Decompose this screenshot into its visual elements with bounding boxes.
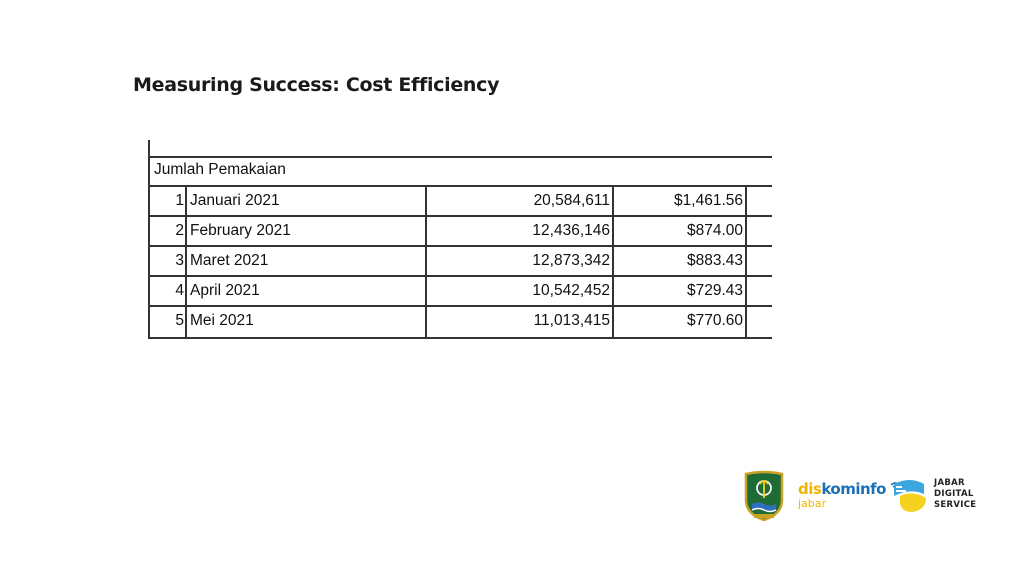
cost-table [148,140,772,338]
jds-wordmark [934,478,990,511]
diskominfo-sub-text: jabar [798,497,827,510]
row-number: 4 [175,282,184,299]
slide-title: Measuring Success: Cost Efficiency [133,74,500,96]
diskominfo-wordmark [798,480,900,498]
row-usage: 10,542,452 [532,282,610,299]
jds-mark-icon [890,474,930,514]
jds-line-1: JABAR [934,478,965,488]
row-month: February 2021 [190,222,291,239]
jds-line-3: SERVICE [934,500,977,510]
jds-line-2: DIGITAL [934,489,974,499]
table-body [148,187,772,339]
diskominfo-dis-text: dis [798,480,822,498]
table-row [148,307,772,339]
row-usage: 12,873,342 [532,252,610,269]
row-cost: $729.43 [686,282,743,299]
table-row [148,247,772,277]
table-header: Jumlah Pemakaian [154,161,286,178]
row-number: 5 [175,312,184,329]
jawa-barat-emblem-icon [740,470,788,522]
row-cost: $1,461.56 [674,192,743,209]
row-month: Januari 2021 [190,192,280,209]
row-cost: $874.00 [686,222,743,239]
row-number: 1 [175,192,184,209]
row-month: Maret 2021 [190,252,269,269]
row-month: April 2021 [190,282,260,299]
table-row [148,187,772,217]
footer-logos [740,470,990,522]
row-usage: 20,584,611 [533,192,610,209]
row-number: 2 [175,222,184,239]
row-usage: 12,436,146 [532,222,610,239]
row-month: Mei 2021 [190,312,254,329]
table-row [148,217,772,247]
diskominfo-kominfo-text: kominfo [821,480,886,498]
row-cost: $770.60 [686,312,743,329]
table-top-border [148,156,772,158]
row-cost: $883.43 [686,252,743,269]
table-row [148,277,772,307]
row-usage: 11,013,415 [533,312,610,329]
row-number: 3 [175,252,184,269]
